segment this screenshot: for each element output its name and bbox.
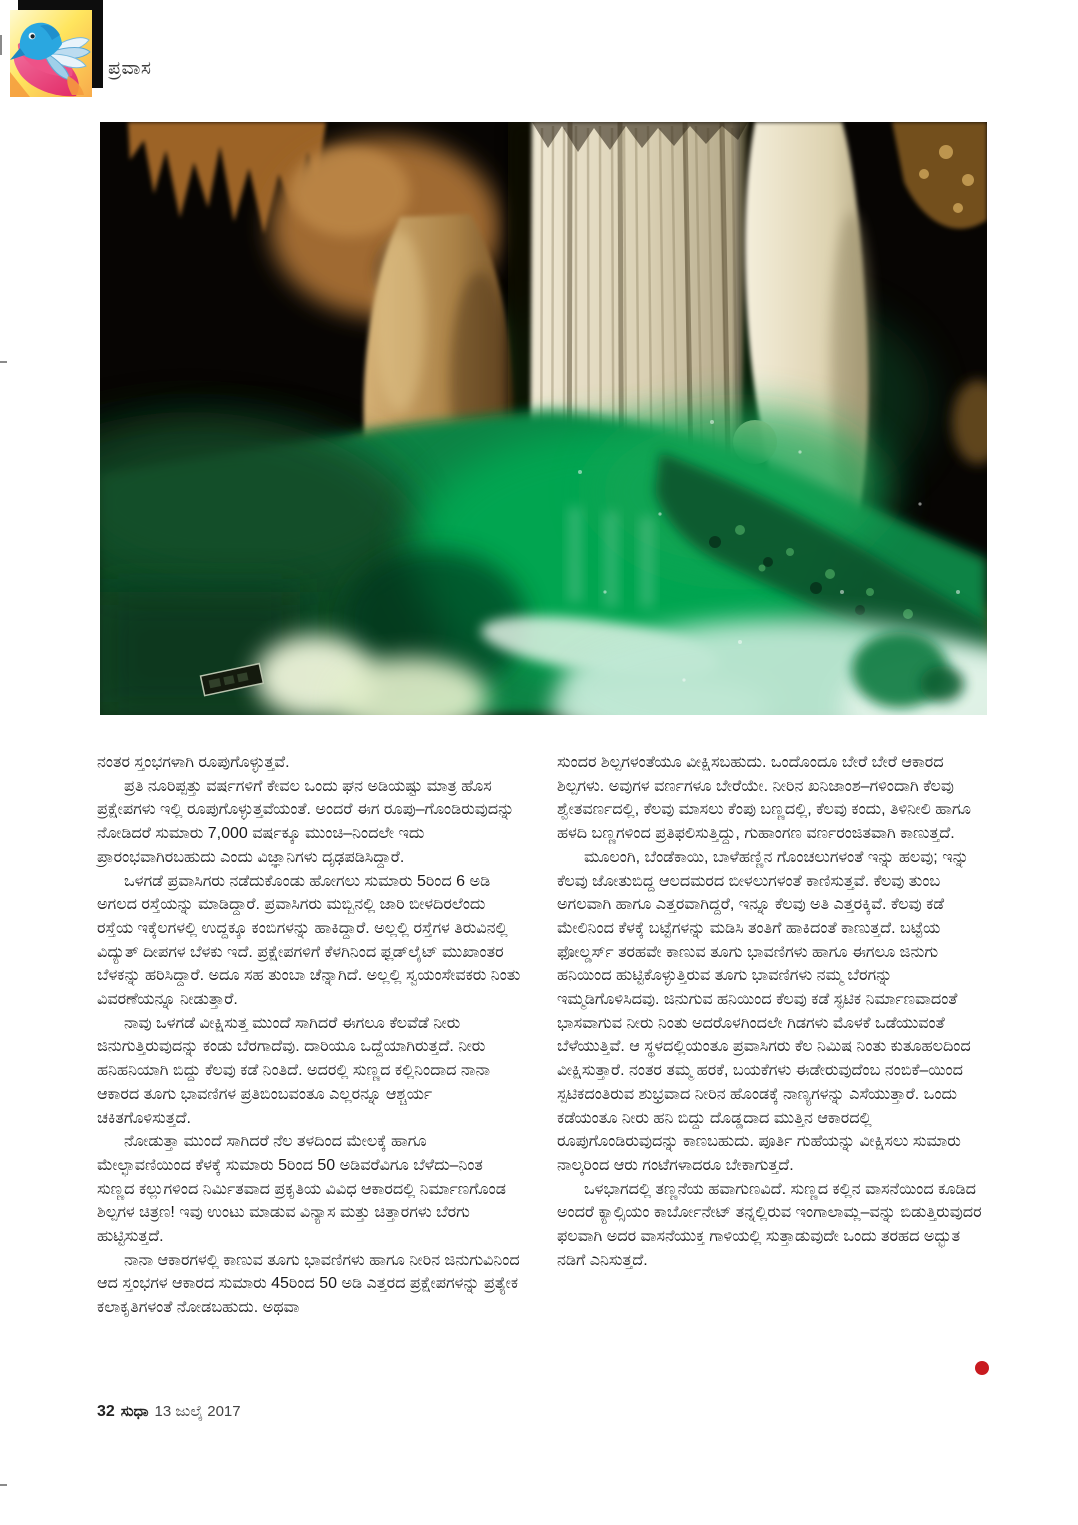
paragraph: ಒಳಗಡೆ ಪ್ರವಾಸಿಗರು ನಡೆದುಕೊಂಡು ಹೋಗಲು ಸುಮಾರು 5ರಿಂದ 6 ಅಡಿ ಅಗಲದ ರಸ್ತೆಯನ್ನು ಮಾಡಿದ್ದಾರೆ. ಪ್ರವಾಸಿಗರು ಮಬ್ಬಿನಲ್ಲಿ ಜಾರಿ ಬೀಳದಿರಲೆಂದು ರಸ್ತೆಯ ಇಕ್ಕೆಲಗಳಲ್ಲಿ ಉದ್ದಕ್ಕೂ ಕಂಬಿಗಳನ್ನು ಹಾಕಿದ್ದಾರೆ. ಅಲ್ಲಲ್ಲಿ ರಸ್ತೆಗಳ ತಿರುವಿನಲ್ಲಿ ವಿದ್ಯುತ್ ದೀಪಗಳ ಬೆಳಕು ಇದೆ. ಪ್ರಕ್ಷೇಪಗಳಿಗೆ ಕೆಳಗಿನಿಂದ ಫ್ಲಡ್‌ಲೈಟ್ ಮುಖಾಂತರ ಬೆಳಕನ್ನು ಹರಿಸಿದ್ದಾರೆ. ಅದೂ ಸಹ ತುಂಬಾ ಚೆನ್ನಾಗಿದೆ. ಅಲ್ಲಲ್ಲಿ ಸ್ವಯಂಸೇವಕರು ನಿಂತು ವಿವರಣೆಯನ್ನೂ ನೀಡುತ್ತಾರೆ. (97, 872, 521, 1009)
article-left-column (97, 751, 521, 1320)
paragraph: ನಾನಾ ಆಕಾರಗಳಲ್ಲಿ ಕಾಣುವ ತೂಗು ಭಾವಣಿಗಳು ಹಾಗೂ ನೀರಿನ ಜಿನುಗುವಿನಿಂದ ಆದ ಸ್ತಂಭಗಳ ಆಕಾರದ ಸುಮಾರು 45ರಿಂದ 50 ಅಡಿ ಎತ್ತರದ ಪ್ರಕ್ಷೇಪಗಳನ್ನು ಪ್ರತ್ಯೇಕ ಕಲಾಕೃತಿಗಳಂತೆ ನೋಡಬಹುದು. ಅಥವಾ (97, 1251, 520, 1317)
bird-logo-icon (10, 10, 92, 97)
article-right-column (557, 751, 987, 1272)
paragraph: ಮೂಲಂಗಿ, ಬೆಂಡೆಕಾಯಿ, ಬಾಳೆಹಣ್ಣಿನ ಗೊಂಚಲುಗಳಂತೆ ಇನ್ನು ಹಲವು; ಇನ್ನು ಕೆಲವು ಜೋತುಬಿದ್ದ ಆಲದಮರದ ಬೀಳಲುಗಳಂತೆ ಕಾಣಿಸುತ್ತವೆ. ಕೆಲವು ತುಂಬ ಅಗಲವಾಗಿ ಹಾಗೂ ಎತ್ತರವಾಗಿದ್ದರೆ, ಇನ್ನೂ ಕೆಲವು ಅತಿ ಎತ್ತರಕ್ಕಿವೆ. ಕೆಲವು ಕಡೆ ಮೇಲಿನಿಂದ ಕೆಳಕ್ಕೆ ಬಟ್ಟೆಗಳನ್ನು ಮಡಿಸಿ ತಂತಿಗೆ ಹಾಕಿದಂತೆ ಕಾಣುತ್ತದೆ. ಬಟ್ಟೆಯ ಫೋಲ್ಡರ್ಸ್ ತರಹವೇ ಕಾಣುವ ತೂಗು ಭಾವಣಿಗಳು ಹಾಗೂ ಈಗಲೂ ಜಿನುಗು ಹನಿಯಿಂದ ಹುಟ್ಟಿಕೊಳ್ಳುತ್ತಿರುವ ತೂಗು ಭಾವಣಿಗಳು ನಮ್ಮ ಬೆರಗನ್ನು ಇಮ್ಮಡಿಗೊಳಿಸಿದವು. ಜಿನುಗುವ ಹನಿಯಿಂದ ಕೆಲವು ಕಡೆ ಸ್ಫಟಿಕ ನಿರ್ಮಾಣವಾದಂತೆ ಭಾಸವಾಗುವ ನೀರು ನಿಂತು ಅದರೊಳಗಿಂದಲೇ ಗಿಡಗಳು ಮೊಳಕೆ ಒಡೆಯುವಂತೆ ಬೆಳೆಯುತ್ತಿವೆ. ಆ ಸ್ಥಳದಲ್ಲಿಯಂತೂ ಪ್ರವಾಸಿಗರು ಕೆಲ ನಿಮಿಷ ನಿಂತು ಕುತೂಹಲದಿಂದ ವೀಕ್ಷಿಸುತ್ತಾರೆ. ನಂತರ ತಮ್ಮ ಹರಕೆ, ಬಯಕೆಗಳು ಈಡೇರುವುದೆಂಬ ನಂಬಿಕೆ–ಯಿಂದ ಸ್ಪಟಿಕದಂತಿರುವ ಶುಭ್ರವಾದ ನೀರಿನ ಹೊಂಡಕ್ಕೆ ನಾಣ್ಯಗಳನ್ನು ಎಸೆಯುತ್ತಾರೆ. ಒಂದು ಕಡೆಯಂತೂ ನೀರು ಹನಿ ಬಿದ್ದು ದೊಡ್ಡದಾದ ಮುತ್ತಿನ ಆಕಾರದಲ್ಲಿ ರೂಪುಗೊಂಡಿರುವುದನ್ನು ಕಾಣಬಹುದು. ಪೂರ್ತಿ ಗುಹೆಯನ್ನು ವೀಕ್ಷಿಸಲು ಸುಮಾರು ನಾಲ್ಕರಿಂದ ಆರು ಗಂಟೆಗಳಾದರೂ ಬೇಕಾಗುತ್ತದೆ. (557, 848, 971, 1174)
page-footer (97, 1403, 241, 1421)
article-end-marker (975, 1361, 989, 1375)
paragraph: ಪ್ರತಿ ನೂರಿಪ್ಪತ್ತು ವರ್ಷಗಳಿಗೆ ಕೇವಲ ಒಂದು ಘನ ಅಡಿಯಷ್ಟು ಮಾತ್ರ ಹೊಸ ಪ್ರಕ್ಷೇಪಗಳು ಇಲ್ಲಿ ರೂಪುಗೊಳ್ಳುತ್ತವೆಯಂತೆ. ಅಂದರೆ ಈಗ ರೂಪು–ಗೊಂಡಿರುವುದನ್ನು ನೋಡಿದರೆ ಸುಮಾರು 7,000 ವರ್ಷಕ್ಕೂ ಮುಂಚಿ–ನಿಂದಲೇ ಇದು ಪ್ರಾರಂಭವಾಗಿರಬಹುದು ಎಂದು ವಿಜ್ಞಾನಿಗಳು ದೃಢಪಡಿಸಿದ್ದಾರೆ. (97, 777, 515, 866)
magazine-name: ಸುಧಾ (120, 1403, 149, 1420)
issue-date: 13 ಜುಲೈ 2017 (154, 1403, 241, 1420)
section-label: ಪ್ರವಾಸ (108, 58, 152, 79)
crop-mark (0, 35, 2, 55)
paragraph: ನಾವು ಒಳಗಡೆ ವೀಕ್ಷಿಸುತ್ತ ಮುಂದೆ ಸಾಗಿದರೆ ಈಗಲೂ ಕೆಲವೆಡೆ ನೀರು ಜಿನುಗುತ್ತಿರುವುದನ್ನು ಕಂಡು ಬೆರಗಾದೆವು. ದಾರಿಯೂ ಒದ್ದೆಯಾಗಿರುತ್ತದೆ. ನೀರು ಹನಿಹನಿಯಾಗಿ ಬಿದ್ದು ಕೆಲವು ಕಡೆ ನಿಂತಿದೆ. ಅದರಲ್ಲಿ ಸುಣ್ಣದ ಕಲ್ಲಿನಿಂದಾದ ನಾನಾ ಆಕಾರದ ತೂಗು ಭಾವಣಿಗಳ ಪ್ರತಿಬಿಂಬವಂತೂ ಎಲ್ಲರನ್ನೂ ಆಶ್ಚರ್ಯ ಚಕಿತಗೊಳಿಸುತ್ತದೆ. (97, 1014, 491, 1127)
crop-mark (0, 1484, 7, 1486)
paragraph: ನಂತರ ಸ್ತಂಭಗಳಾಗಿ ರೂಪುಗೊಳ್ಳುತ್ತವೆ. (97, 754, 290, 771)
paragraph: ನೋಡುತ್ತಾ ಮುಂದೆ ಸಾಗಿದರೆ ನೆಲ ತಳದಿಂದ ಮೇಲಕ್ಕೆ ಹಾಗೂ ಮೇಲ್ಛಾವಣಿಯಿಂದ ಕೆಳಕ್ಕೆ ಸುಮಾರು 5ರಿಂದ 50 ಅಡಿವರೆವಿಗೂ ಬೆಳೆದು–ನಿಂತ ಸುಣ್ಣದ ಕಲ್ಲುಗಳಿಂದ ನಿರ್ಮಿತವಾದ ಪ್ರಕೃತಿಯ ವಿವಿಧ ಆಕಾರದಲ್ಲಿ ನಿರ್ಮಾಣಗೊಂಡ ಶಿಲ್ಪಗಳ ಚಿತ್ರಣ! ಇವು ಉಂಟು ಮಾಡುವ ವಿನ್ಯಾಸ ಮತ್ತು ಚಿತ್ತಾರಗಳು ಬೆರಗು ಹುಟ್ಟಿಸುತ್ತದೆ. (97, 1133, 506, 1246)
cave-photo (100, 122, 987, 715)
paragraph: ಒಳಭಾಗದಲ್ಲಿ ತಣ್ಣನೆಯ ಹವಾಗುಣವಿದೆ. ಸುಣ್ಣದ ಕಲ್ಲಿನ ವಾಸನೆಯಿಂದ ಕೂಡಿದ ಅಂದರೆ ಕ್ಯಾಲ್ಸಿಯಂ ಕಾರ್ಬೋನೇಟ್ ತನ್ನಲ್ಲಿರುವ ಇಂಗಾಲಾಮ್ಲ–ವನ್ನು ಬಿಡುತ್ತಿರುವುದರ ಫಲವಾಗಿ ಅದರ ವಾಸನೆಯುಕ್ತ ಗಾಳಿಯಲ್ಲಿ ಸುತ್ತಾಡುವುದೇ ಒಂದು ತರಹದ ಅದ್ಭುತ ನಡಿಗೆ ಎನಿಸುತ್ತದೆ. (557, 1180, 982, 1269)
paragraph: ಸುಂದರ ಶಿಲ್ಪಗಳಂತೆಯೂ ವೀಕ್ಷಿಸಬಹುದು. ಒಂದೊಂದೂ ಬೇರೆ ಬೇರೆ ಆಕಾರದ ಶಿಲ್ಪಗಳು. ಅವುಗಳ ವರ್ಣಗಳೂ ಬೇರೆಯೇ. ನೀರಿನ ಖನಿಜಾಂಶ–ಗಳಿಂದಾಗಿ ಕೆಲವು ಶ್ವೇತವರ್ಣದಲ್ಲಿ, ಕೆಲವು ಮಾಸಲು ಕೆಂಪು ಬಣ್ಣದಲ್ಲಿ, ಕೆಲವು ಕಂದು, ತಿಳಿನೀಲಿ ಹಾಗೂ ಹಳದಿ ಬಣ್ಣಗಳಿಂದ ಪ್ರತಿಫಲಿಸುತ್ತಿದ್ದು, ಗುಹಾಂಗಣ ವರ್ಣರಂಜಿತವಾಗಿ ಕಾಣುತ್ತದೆ. (557, 754, 971, 843)
crop-mark (0, 361, 7, 363)
page-number: 32 (97, 1403, 115, 1420)
